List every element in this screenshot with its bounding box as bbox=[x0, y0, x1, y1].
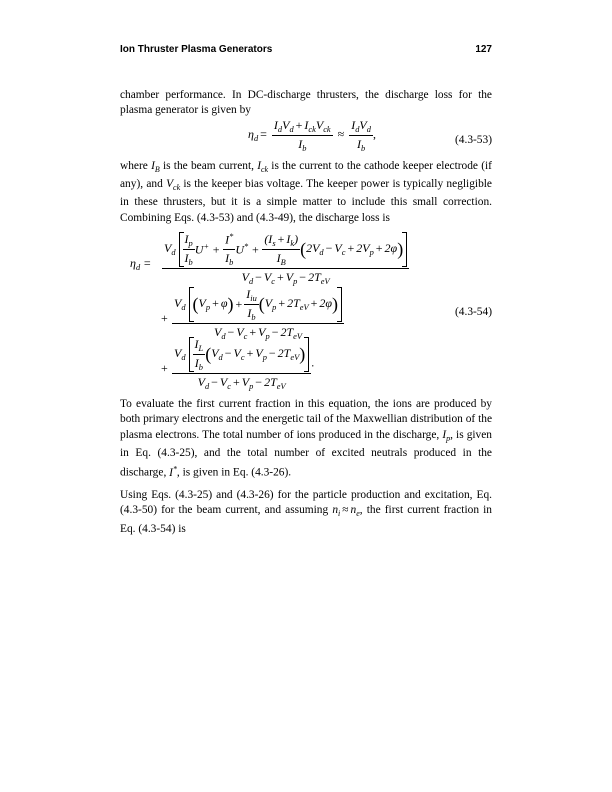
equation-number-54: (4.3-54) bbox=[454, 306, 492, 318]
eq-denominator: $I_b$ bbox=[298, 136, 307, 153]
text: is the keeper bias voltage. The keeper power is typically negligible in these thrusters, but it is a simple matter to include this small correction. Combining Eqs. (4.3-53) and (4.3-49), the discharge loss is bbox=[120, 178, 492, 224]
text: is the beam current, bbox=[159, 160, 258, 172]
running-header-title: Ion Thruster Plasma Generators bbox=[120, 44, 273, 55]
vd-symbol: $V_d$ bbox=[174, 296, 186, 313]
term: $V_p + 2T_{eV} + 2\varphi$ bbox=[264, 296, 333, 313]
term: $V_d - V_c + V_p - 2T_{eV}$ bbox=[211, 346, 300, 363]
plus-sign: + bbox=[161, 311, 168, 325]
eq-lhs: $\eta_d$ bbox=[248, 127, 259, 144]
text: Using Eqs. (4.3-25) and (4.3-26) for the particle production and excitation, Eq. (4.3-50) for the beam current, and assuming bbox=[120, 489, 492, 517]
eq-numerator: $I_dV_d + I_{ck}V_{ck}$ bbox=[273, 118, 331, 134]
symbol: I* bbox=[169, 464, 177, 479]
symbol: $n_i \approx n_e$ bbox=[332, 504, 360, 519]
comma: , bbox=[372, 127, 376, 142]
eq-denominator: $V_d - V_c + V_p - 2T_{eV}$ bbox=[214, 324, 303, 341]
frac-den: $I_b$ bbox=[184, 250, 193, 267]
paragraph-3 bbox=[120, 397, 492, 481]
text: , the first current fraction in Eq. (4.3-54) is bbox=[120, 504, 492, 535]
period: . bbox=[311, 355, 315, 370]
text: , is given in Eq. (4.3-25), and the total number of excited neutrals produced in the discharge, bbox=[120, 428, 492, 479]
equation-4-3-53: $\eta_d$ = $\frac{I_dV_d + I_{ck}V_{ck}}{I_b}$ ≈ $\frac{I_dV_d}{I_b}$ , bbox=[248, 118, 376, 153]
eq-denominator: $V_d - V_c + V_p - 2T_{eV}$ bbox=[241, 269, 330, 286]
frac-den: $I_b$ bbox=[247, 305, 256, 322]
frac-num: $I_p$ bbox=[184, 232, 193, 248]
symbol: $I_B$ bbox=[151, 160, 160, 174]
paragraph-1: chamber performance. In DC-discharge thrusters, the discharge loss for the plasma generator is given by bbox=[120, 89, 492, 117]
frac-num: $I_L$ bbox=[194, 337, 204, 353]
symbol: $I_p$ bbox=[442, 428, 451, 443]
plus-sign: + bbox=[161, 361, 168, 375]
eq-numerator: $I_dV_d$ bbox=[351, 118, 371, 134]
plus-sign: + bbox=[235, 296, 243, 311]
eq-denominator: $I_b$ bbox=[357, 136, 366, 153]
text: is the current to the cathode keeper electrode (if any), and bbox=[120, 160, 492, 191]
text: where bbox=[120, 160, 152, 172]
approx-sign: ≈ bbox=[337, 127, 345, 142]
paragraph-4 bbox=[120, 488, 492, 537]
equation-number-53: (4.3-53) bbox=[454, 134, 492, 146]
frac-num: $(I_s + I_k)$ bbox=[264, 232, 299, 248]
frac-num: $I_{iu}$ bbox=[246, 287, 257, 303]
frac-den: $I_b$ bbox=[225, 250, 234, 267]
text: To evaluate the first current fraction in this equation, the ions are produced by both primary electrons and the energetic tail of the Maxwellian distribution of the plasma electrons. The total number of ions produced in the discharge, bbox=[120, 398, 492, 441]
frac-den: $I_b$ bbox=[194, 355, 203, 372]
text: , is given in Eq. (4.3-26). bbox=[176, 466, 292, 479]
term: U* + bbox=[235, 241, 260, 257]
eq-denominator: $V_d - V_c + V_p - 2T_{eV}$ bbox=[197, 374, 286, 391]
equation-4-3-54-term-2: + $V_d$ ( $V_p + \varphi$ ) + $\frac{I_{iu}}{I_b}$ ( $V_p + 2T_{eV} + 2\varphi$ ) $V_d - V_c + V_p - 2T_{eV}$ bbox=[162, 287, 344, 341]
eq-lhs: $\eta_d$ = bbox=[130, 256, 152, 272]
page-number: 127 bbox=[475, 44, 492, 55]
term: $V_p + \varphi$ bbox=[198, 296, 228, 313]
equation-4-3-54-term-1: $\eta_d$ = $V_d$ $\frac{I_p}{I_b}$ U+ + $\frac{I^*}{I_b}$ U* + $\frac{(I_s + I_k)}{I_B}$ ( $2V_d - V_c + 2V_p + 2\varphi$ ) $V_d - V_c + V_p - 2T_{eV}$ bbox=[130, 232, 409, 286]
frac-num: I* bbox=[223, 232, 235, 250]
vd-symbol: $V_d$ bbox=[174, 346, 186, 363]
vd-symbol: $V_d$ bbox=[164, 241, 176, 258]
symbol: $V_{ck}$ bbox=[166, 178, 181, 192]
equation-4-3-54-term-3: + $V_d$ $\frac{I_L}{I_b}$ ( $V_d - V_c + V_p - 2T_{eV}$ ) $V_d - V_c + V_p - 2T_{eV}$ . bbox=[161, 337, 315, 391]
term: U+ + bbox=[194, 241, 221, 257]
term: $2V_d - V_c + 2V_p + 2\varphi$ bbox=[306, 241, 398, 258]
paragraph-2 bbox=[120, 159, 492, 226]
symbol: $I_{ck}$ bbox=[257, 160, 269, 174]
frac-den: $I_B$ bbox=[276, 250, 286, 267]
